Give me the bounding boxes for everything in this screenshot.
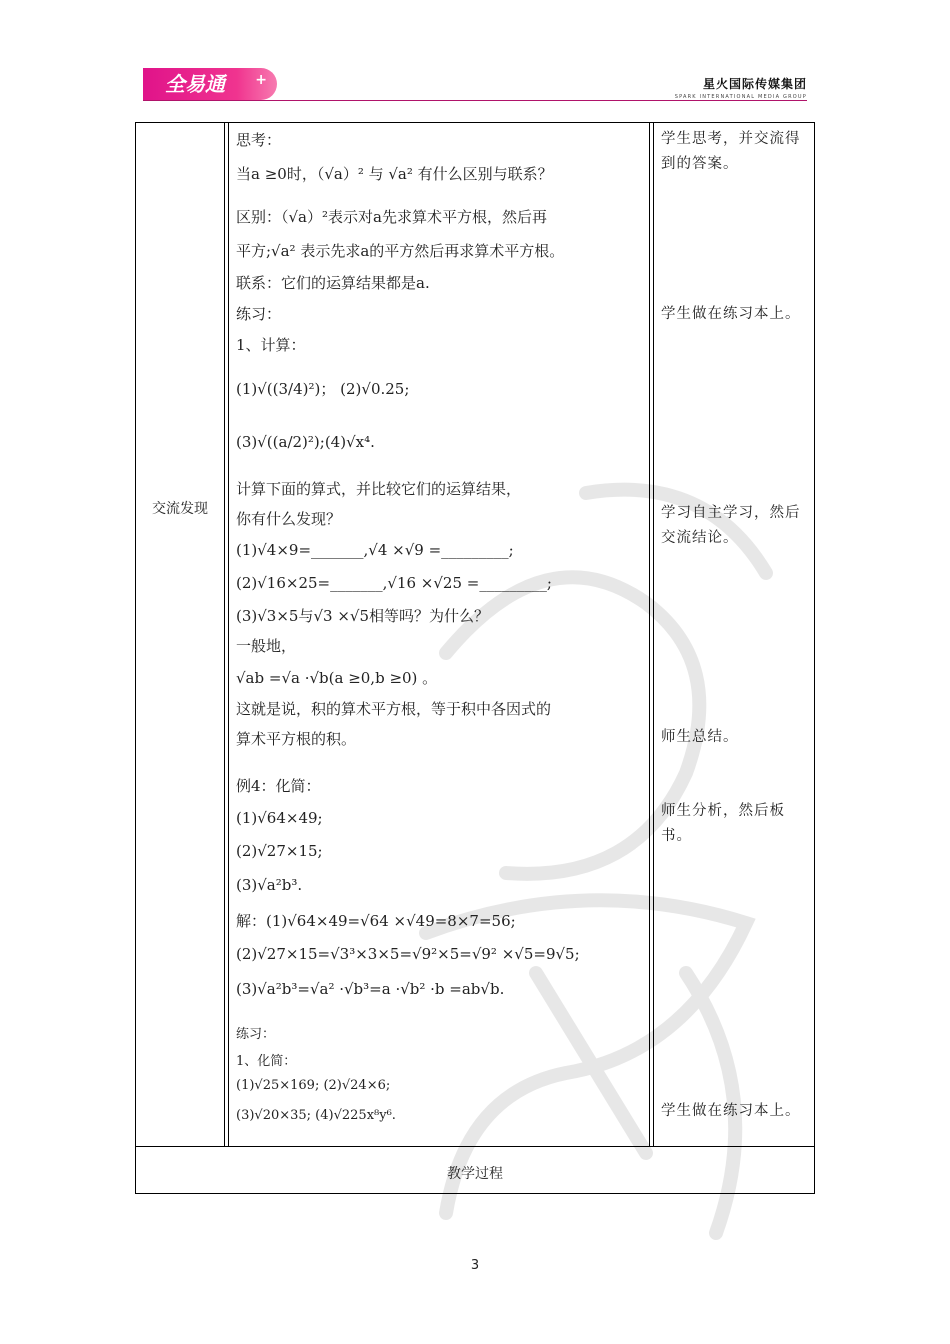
column-divider: [653, 123, 654, 1146]
content-line: 解：(1)√64×49=√64 ×√49=8×7=56;: [236, 912, 516, 930]
content-line: 思考：: [236, 131, 282, 149]
content-line: (3)√a²b³=√a² ·√b³=a ·√b² ·b =ab√b.: [236, 980, 505, 998]
content-line: (3)√((a/2)²);(4)√x⁴.: [236, 433, 375, 451]
page-number: 3: [470, 1258, 480, 1273]
content-line: 这就是说，积的算术平方根，等于积中各因式的: [236, 700, 552, 718]
content-line: (2)√27×15;: [236, 842, 323, 860]
content-line: 1、计算：: [236, 336, 306, 354]
section-label: 交流发现: [152, 501, 208, 517]
content-line: 区别：（√a）²表示对a先求算术平方根，然后再: [236, 208, 547, 226]
logo-text: 全易通: [165, 72, 225, 96]
content-line: (3)√20×35; (4)√225x⁸y⁶.: [236, 1108, 396, 1123]
quanyitong-logo: [143, 68, 277, 100]
column-divider: [649, 123, 650, 1146]
brand-name-cn: 星火国际传媒集团: [702, 77, 807, 91]
student-activity: 师生分析，然后板书。: [661, 803, 785, 844]
content-line: 练习：: [236, 1027, 276, 1042]
content-line: 计算下面的算式，并比较它们的运算结果，: [236, 480, 522, 498]
content-line: 1、化简：: [236, 1054, 297, 1069]
content-line: 练习：: [236, 305, 282, 323]
content-line: 算术平方根的积。: [236, 730, 357, 748]
row-divider: [136, 1146, 814, 1147]
student-activity: 学生做在练习本上。: [661, 1103, 801, 1119]
content-line: (1)√64×49;: [236, 809, 323, 827]
content-line: (1)√25×169; (2)√24×6;: [236, 1078, 391, 1093]
header-divider: [143, 100, 807, 101]
column-divider: [228, 123, 229, 1146]
student-activity: 学生做在练习本上。: [661, 306, 801, 322]
content-line: 一般地，: [236, 637, 297, 655]
content-line: (2)√27×15=√3³×3×5=√9²×5=√9² ×√5=9√5;: [236, 945, 580, 963]
logo-star-icon: +: [255, 72, 267, 88]
content-line: 平方;√a² 表示先求a的平方然后再求算术平方根。: [236, 242, 565, 260]
column-divider: [224, 123, 225, 1146]
student-activity: 学生思考，并交流得到的答案。: [661, 131, 801, 172]
student-activity: 师生总结。: [661, 729, 739, 745]
footer-row-label: 教学过程: [447, 1166, 503, 1182]
student-activity: 学习自主学习，然后交流结论。: [661, 505, 801, 546]
content-line: 联系：它们的运算结果都是a.: [236, 274, 430, 292]
brand-name-en: SPARK INTERNATIONAL MEDIA GROUP: [674, 94, 807, 100]
content-line: (3)√3×5与√3 ×√5相等吗？为什么？: [236, 607, 490, 625]
content-line: 例4：化简：: [236, 777, 321, 795]
publisher-brand: [675, 75, 807, 100]
content-line: (2)√16×25=_______,√16 ×√25 =_________;: [236, 574, 552, 592]
lesson-table: [135, 122, 815, 1194]
content-line: (1)√((3/4)²)； (2)√0.25;: [236, 380, 410, 398]
content-line: (1)√4×9=_______,√4 ×√9 =_________;: [236, 541, 514, 559]
content-line: 你有什么发现？: [236, 510, 342, 528]
content-line: (3)√a²b³.: [236, 876, 303, 894]
content-line: √ab =√a ·√b(a ≥0,b ≥0) 。: [236, 669, 438, 687]
content-line: 当a ≥0时，（√a）² 与 √a² 有什么区别与联系？: [236, 165, 553, 183]
